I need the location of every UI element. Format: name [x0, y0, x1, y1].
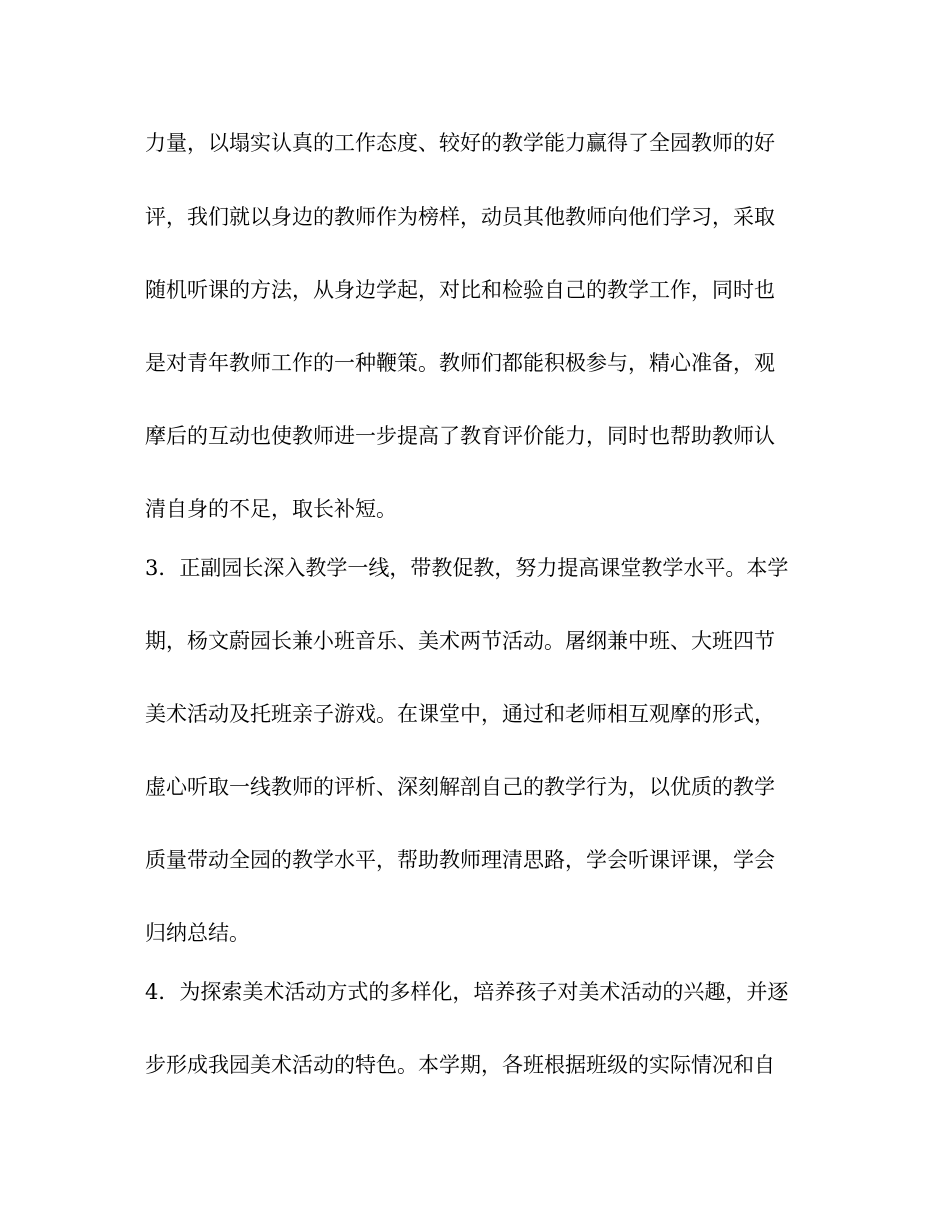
paragraph-line: 评，我们就以身边的教师作为榜样，动员其他教师向他们学习，采取: [145, 205, 775, 229]
paragraph-line: 4．为探索美术活动方式的多样化，培养孩子对美术活动的兴趣，并逐: [145, 980, 789, 1004]
paragraph-line: 虚心听取一线教师的评析、深刻解剖自己的教学行为，以优质的教学: [145, 775, 775, 799]
paragraph-line: 归纳总结。: [145, 921, 250, 945]
paragraph-line: 质量带动全园的教学水平，帮助教师理清思路，学会听课评课，学会: [145, 848, 775, 872]
paragraph-line: 力量，以塌实认真的工作态度、较好的教学能力赢得了全园教师的好: [145, 131, 775, 155]
paragraph-line: 是对青年教师工作的一种鞭策。教师们都能积极参与，精心准备，观: [145, 351, 775, 375]
paragraph-line: 清自身的不足，取长补短。: [145, 497, 397, 521]
paragraph-line: 期，杨文蔚园长兼小班音乐、美术两节活动。屠纲兼中班、大班四节: [145, 629, 775, 653]
paragraph-line: 步形成我园美术活动的特色。本学期，各班根据班级的实际情况和自: [145, 1053, 775, 1077]
paragraph-line: 3．正副园长深入教学一线，带教促教，努力提高课堂教学水平。本学: [145, 556, 789, 580]
paragraph-line: 摩后的互动也使教师进一步提高了教育评价能力，同时也帮助教师认: [145, 424, 775, 448]
paragraph-line: 美术活动及托班亲子游戏。在课堂中，通过和老师相互观摩的形式，: [145, 702, 775, 726]
paragraph-line: 随机听课的方法，从身边学起，对比和检验自己的教学工作，同时也: [145, 278, 775, 302]
